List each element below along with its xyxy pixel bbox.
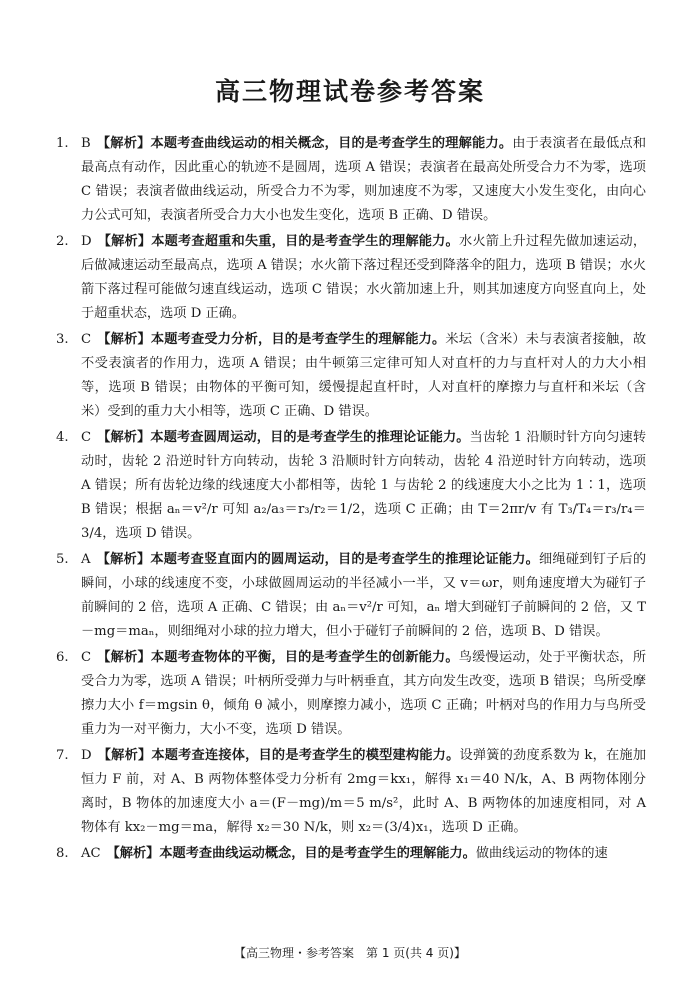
analysis-tag: 【解析】 bbox=[96, 136, 151, 151]
answer-item bbox=[56, 328, 646, 424]
analysis-tag: 【解析】 bbox=[106, 846, 160, 861]
answer-choice: B bbox=[81, 136, 91, 151]
answer-choice: C bbox=[81, 430, 92, 445]
page-footer: 【高三物理・参考答案 第 1 页(共 4 页)】 bbox=[234, 946, 466, 960]
question-number: 6. bbox=[56, 650, 69, 665]
answer-choice: C bbox=[81, 650, 92, 665]
question-number: 8. bbox=[56, 846, 69, 861]
analysis-lead: 本题考查连接体，目的是考查学生的模型建构能力。 bbox=[151, 748, 460, 763]
answer-body bbox=[81, 548, 646, 644]
analysis-lead: 本题考查曲线运动概念，目的是考查学生的理解能力。 bbox=[159, 846, 476, 861]
question-number: 7. bbox=[56, 748, 69, 763]
analysis-lead: 本题考查超重和失重，目的是考查学生的理解能力。 bbox=[151, 234, 459, 249]
analysis-tag: 【解析】 bbox=[97, 748, 152, 763]
analysis-tag: 【解析】 bbox=[96, 552, 151, 567]
analysis-tag: 【解析】 bbox=[97, 650, 151, 665]
analysis-text: 当齿轮 1 沿顺时针方向匀速转动时，齿轮 2 沿逆时针方向转动，齿轮 3 沿顺时针方向转动，齿轮 4 沿逆时针方向转动，选项 A 错误；所有齿轮边缘的线速度大小都相等，齿轮 1 与齿轮 2 的线速度大小之比为 1∶1，选项 B 错误；根据 aₙ＝v²/r 可知 a₂/a₃＝r₃/r₂＝1/2，选项 C 正确；由 T＝2πr/v 有 T₃/T₄＝r₃/r₄＝3/4，选项 D 错误。 bbox=[81, 430, 647, 541]
question-number: 4. bbox=[56, 430, 69, 445]
answer-list bbox=[56, 132, 646, 868]
page-title: 高三物理试卷参考答案 bbox=[214, 77, 485, 106]
answer-choice: AC bbox=[81, 846, 101, 861]
analysis-text: 米坛（含米）未与表演者接触，故不受表演者的作用力，选项 A 错误；由牛顿第三定律可知人对直杆的力与直杆对人的力大小相等，选项 B 错误；由物体的平衡可知，缓慢提起直杆时，人对直杆的摩擦力与直杆和米坛（含米）受到的重力大小相等，选项 C 正确、D 错误。 bbox=[81, 332, 647, 419]
answer-body bbox=[81, 328, 646, 424]
analysis-text: 由于表演者在最低点和最高点有动作，因此重心的轨迹不是圆周，选项 A 错误；表演者在最高处所受合力不为零，选项 C 错误；表演者做曲线运动，所受合力不为零，则加速度不为零，又速度大小发生变化，由向心力公式可知，表演者所受合力大小也发生变化，选项 B 正确、D 错误。 bbox=[81, 136, 647, 223]
analysis-lead: 本题考查物体的平衡，目的是考查学生的创新能力。 bbox=[150, 650, 459, 665]
answer-body bbox=[81, 744, 646, 840]
answer-choice: A bbox=[81, 552, 91, 567]
answer-choice: D bbox=[81, 234, 92, 249]
answer-body bbox=[81, 230, 646, 326]
answer-body bbox=[81, 426, 646, 546]
analysis-text: 鸟缓慢运动，处于平衡状态，所受合力为零，选项 A 错误；叶柄所受弹力与叶柄垂直，其方向发生改变，选项 B 错误；鸟所受摩擦力大小 f＝mgsin θ，倾角 θ 减小，则摩擦力减小，选项 C 正确；叶柄对鸟的作用力与鸟所受重力为一对平衡力，大小不变，选项 D 错误。 bbox=[81, 650, 647, 737]
analysis-tag: 【解析】 bbox=[97, 430, 151, 445]
answer-choice: C bbox=[81, 332, 92, 347]
analysis-lead: 本题考查圆周运动，目的是考查学生的推理论证能力。 bbox=[150, 430, 470, 445]
answer-item bbox=[56, 230, 646, 326]
answer-item bbox=[56, 842, 646, 866]
analysis-text: 水火箭上升过程先做加速运动，后做减速运动至最高点，选项 A 错误；水火箭下落过程还受到降落伞的阻力，选项 B 错误；水火箭下落过程可能做匀速直线运动，选项 C 错误；水火箭加速上升，则其加速度方向竖直向上，处于超重状态，选项 D 正确。 bbox=[81, 234, 647, 321]
answer-item bbox=[56, 744, 646, 840]
answer-item bbox=[56, 548, 646, 644]
analysis-text: 做曲线运动的物体的速 bbox=[475, 846, 608, 861]
analysis-text: 设弹簧的劲度系数为 k，在施加恒力 F 前，对 A、B 两物体整体受力分析有 2mg＝kx₁，解得 x₁＝40 N/k，A、B 两物体刚分离时，B 物体的加速度大小 a＝(F－mg)/m＝5 m/s²，此时 A、B 两物体的加速度相同，对 A 物体有 kx₂－mg＝ma，解得 x₂＝30 N/k，则 x₂＝(3/4)x₁，选项 D 正确。 bbox=[81, 748, 646, 835]
answer-body bbox=[81, 646, 646, 742]
answer-item bbox=[56, 646, 646, 742]
analysis-lead: 本题考查竖直面内的圆周运动，目的是考查学生的推理论证能力。 bbox=[150, 552, 540, 567]
question-number: 2. bbox=[56, 234, 69, 249]
answer-body bbox=[81, 842, 646, 866]
question-number: 5. bbox=[56, 552, 69, 567]
analysis-text: 细绳碰到钉子后的瞬间，小球的线速度不变，小球做圆周运动的半径减小一半，又 v＝ωr，则角速度增大为碰钉子前瞬间的 2 倍，选项 A 正确、C 错误；由 aₙ＝v²/r 可知，aₙ 增大到碰钉子前瞬间的 2 倍，又 T－mg＝maₙ，则细绳对小球的拉力增大，但小于碰钉子前瞬间的 2 倍，选项 B、D 错误。 bbox=[81, 552, 647, 639]
answer-item bbox=[56, 132, 646, 228]
analysis-lead: 本题考查受力分析，目的是考查学生的理解能力。 bbox=[150, 332, 446, 347]
analysis-lead: 本题考查曲线运动的相关概念，目的是考查学生的理解能力。 bbox=[150, 136, 513, 151]
answer-item bbox=[56, 426, 646, 546]
question-number: 3. bbox=[56, 332, 69, 347]
analysis-tag: 【解析】 bbox=[97, 234, 152, 249]
analysis-tag: 【解析】 bbox=[97, 332, 151, 347]
answer-choice: D bbox=[81, 748, 92, 763]
answer-body bbox=[81, 132, 646, 228]
question-number: 1. bbox=[56, 136, 69, 151]
